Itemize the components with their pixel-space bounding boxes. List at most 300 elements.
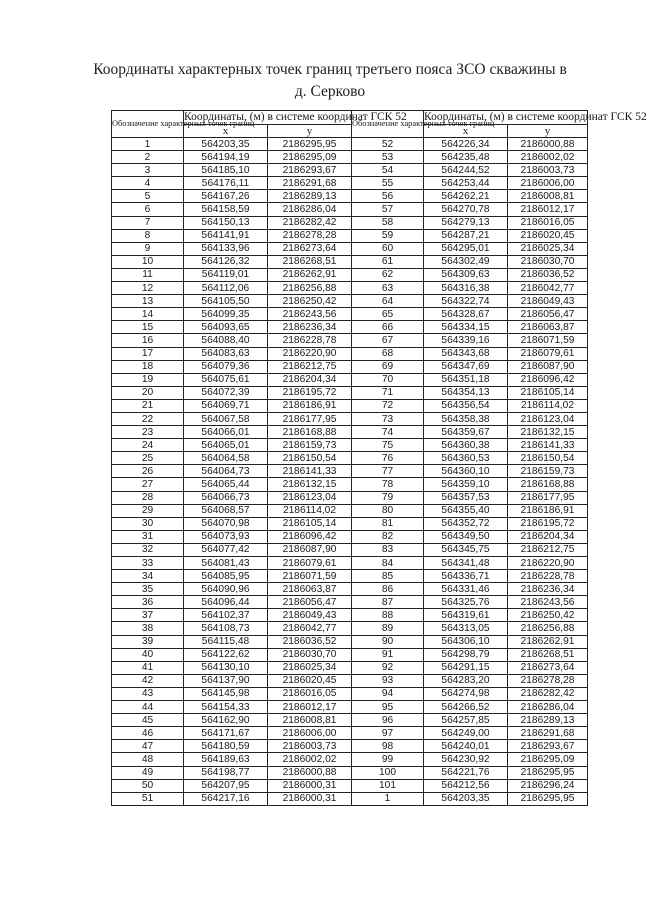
- point-number-right: 81: [352, 517, 424, 530]
- x-right: 564240,01: [424, 740, 508, 753]
- point-number-left: 3: [112, 164, 184, 177]
- table-row: [112, 701, 588, 714]
- table-row: [112, 504, 588, 517]
- coordinates-table: [111, 110, 647, 806]
- point-number-right: 1: [352, 792, 424, 805]
- y-left: 2186141,33: [268, 465, 352, 478]
- table-row: [112, 596, 588, 609]
- point-number-left: 26: [112, 465, 184, 478]
- point-number-right: 83: [352, 543, 424, 556]
- y-left: 2186186,91: [268, 399, 352, 412]
- x-left: 564167,26: [184, 190, 268, 203]
- y-left: 2186286,04: [268, 203, 352, 216]
- point-number-right: 91: [352, 648, 424, 661]
- x-right: 564345,75: [424, 543, 508, 556]
- point-number-right: 97: [352, 727, 424, 740]
- table-row: [112, 543, 588, 556]
- y-left: 2186212,75: [268, 360, 352, 373]
- point-number-right: 76: [352, 452, 424, 465]
- table-row: [112, 661, 588, 674]
- header-coord-system-right: Координаты, (м) в системе координат ГСК 52: [424, 111, 647, 123]
- y-left: 2186195,72: [268, 386, 352, 399]
- point-number-right: 89: [352, 622, 424, 635]
- point-number-right: 95: [352, 701, 424, 714]
- x-left: 564067,58: [184, 412, 268, 425]
- title-line-2: д. Серково: [294, 83, 366, 100]
- y-left: 2186096,42: [268, 530, 352, 543]
- y-left: 2186278,28: [268, 229, 352, 242]
- table-body: [112, 138, 588, 806]
- x-left: 564171,67: [184, 727, 268, 740]
- x-left: 564162,90: [184, 714, 268, 727]
- x-right: 564298,79: [424, 648, 508, 661]
- x-left: 564189,63: [184, 753, 268, 766]
- y-right: 2186071,59: [508, 334, 588, 347]
- point-number-left: 4: [112, 177, 184, 190]
- x-right: 564325,76: [424, 596, 508, 609]
- x-left: 564203,35: [184, 138, 268, 151]
- x-left: 564079,36: [184, 360, 268, 373]
- footer-marks: · · ·: [270, 855, 310, 861]
- x-right: 564309,63: [424, 268, 508, 281]
- point-number-left: 17: [112, 347, 184, 360]
- table-row: [112, 399, 588, 412]
- point-number-right: 75: [352, 439, 424, 452]
- point-number-right: 86: [352, 583, 424, 596]
- x-right: 564336,71: [424, 570, 508, 583]
- y-right: 2186273,64: [508, 661, 588, 674]
- x-right: 564339,16: [424, 334, 508, 347]
- table-row: [112, 792, 588, 805]
- point-number-left: 10: [112, 255, 184, 268]
- table-row: [112, 766, 588, 779]
- point-number-right: 82: [352, 530, 424, 543]
- table-row: [112, 583, 588, 596]
- table-row: [112, 517, 588, 530]
- table-row: [112, 268, 588, 281]
- point-number-left: 12: [112, 282, 184, 295]
- x-right: 564274,98: [424, 687, 508, 700]
- y-right: 2186012,17: [508, 203, 588, 216]
- y-left: 2186291,68: [268, 177, 352, 190]
- document-title: [80, 59, 580, 103]
- x-left: 564072,39: [184, 386, 268, 399]
- x-right: 564319,61: [424, 609, 508, 622]
- x-right: 564360,10: [424, 465, 508, 478]
- x-left: 564065,44: [184, 478, 268, 491]
- x-left: 564130,10: [184, 661, 268, 674]
- point-number-right: 54: [352, 164, 424, 177]
- table-row: [112, 439, 588, 452]
- point-number-left: 31: [112, 530, 184, 543]
- x-right: 564352,72: [424, 517, 508, 530]
- point-number-right: 77: [352, 465, 424, 478]
- y-right: 2186063,87: [508, 321, 588, 334]
- header-point-label-left: Обозначение характерных точек границ: [112, 111, 184, 138]
- y-left: 2186159,73: [268, 439, 352, 452]
- table-row: [112, 360, 588, 373]
- x-right: 564270,78: [424, 203, 508, 216]
- y-right: 2186250,42: [508, 609, 588, 622]
- point-number-left: 27: [112, 478, 184, 491]
- x-left: 564154,33: [184, 701, 268, 714]
- point-number-right: 60: [352, 242, 424, 255]
- x-left: 564099,35: [184, 308, 268, 321]
- y-right: 2186096,42: [508, 373, 588, 386]
- y-right: 2186002,02: [508, 151, 588, 164]
- table-row: [112, 138, 588, 151]
- y-right: 2186296,24: [508, 779, 588, 792]
- y-right: 2186168,88: [508, 478, 588, 491]
- y-right: 2186056,47: [508, 308, 588, 321]
- y-right: 2186159,73: [508, 465, 588, 478]
- y-right: 2186000,88: [508, 138, 588, 151]
- point-number-right: 101: [352, 779, 424, 792]
- y-left: 2186000,88: [268, 766, 352, 779]
- table-row: [112, 478, 588, 491]
- x-left: 564065,01: [184, 439, 268, 452]
- x-right: 564343,68: [424, 347, 508, 360]
- table-row: [112, 465, 588, 478]
- y-left: 2186256,88: [268, 282, 352, 295]
- y-left: 2186295,09: [268, 151, 352, 164]
- point-number-left: 48: [112, 753, 184, 766]
- x-left: 564064,73: [184, 465, 268, 478]
- y-left: 2186025,34: [268, 661, 352, 674]
- y-right: 2186289,13: [508, 714, 588, 727]
- y-left: 2186049,43: [268, 609, 352, 622]
- y-right: 2186006,00: [508, 177, 588, 190]
- y-left: 2186150,54: [268, 452, 352, 465]
- point-number-right: 96: [352, 714, 424, 727]
- y-left: 2186006,00: [268, 727, 352, 740]
- point-number-left: 16: [112, 334, 184, 347]
- x-left: 564194,19: [184, 151, 268, 164]
- table-row: [112, 386, 588, 399]
- point-number-right: 100: [352, 766, 424, 779]
- x-right: 564351,18: [424, 373, 508, 386]
- x-left: 564115,48: [184, 635, 268, 648]
- y-right: 2186293,67: [508, 740, 588, 753]
- point-number-left: 7: [112, 216, 184, 229]
- point-number-left: 37: [112, 609, 184, 622]
- y-right: 2186278,28: [508, 674, 588, 687]
- point-number-right: 52: [352, 138, 424, 151]
- point-number-left: 2: [112, 151, 184, 164]
- y-right: 2186132,15: [508, 426, 588, 439]
- x-left: 564105,50: [184, 295, 268, 308]
- table-row: [112, 635, 588, 648]
- x-right: 564226,34: [424, 138, 508, 151]
- point-number-left: 36: [112, 596, 184, 609]
- point-number-right: 57: [352, 203, 424, 216]
- x-right: 564203,35: [424, 792, 508, 805]
- x-right: 564359,10: [424, 478, 508, 491]
- x-left: 564068,57: [184, 504, 268, 517]
- point-number-left: 18: [112, 360, 184, 373]
- table-row: [112, 282, 588, 295]
- y-left: 2186132,15: [268, 478, 352, 491]
- point-number-right: 69: [352, 360, 424, 373]
- header-point-label-right: Обозначение характерных точек границ: [352, 111, 424, 138]
- y-left: 2186000,31: [268, 779, 352, 792]
- point-number-right: 59: [352, 229, 424, 242]
- x-right: 564266,52: [424, 701, 508, 714]
- point-number-left: 8: [112, 229, 184, 242]
- table-row: [112, 164, 588, 177]
- table-row: [112, 557, 588, 570]
- point-number-left: 40: [112, 648, 184, 661]
- point-number-right: 70: [352, 373, 424, 386]
- y-left: 2186220,90: [268, 347, 352, 360]
- point-number-right: 98: [352, 740, 424, 753]
- point-number-right: 93: [352, 674, 424, 687]
- table-row: [112, 714, 588, 727]
- x-left: 564096,44: [184, 596, 268, 609]
- x-left: 564108,73: [184, 622, 268, 635]
- x-left: 564066,01: [184, 426, 268, 439]
- x-right: 564253,44: [424, 177, 508, 190]
- point-number-right: 92: [352, 661, 424, 674]
- y-right: 2186042,77: [508, 282, 588, 295]
- x-left: 564180,59: [184, 740, 268, 753]
- point-number-right: 87: [352, 596, 424, 609]
- x-right: 564360,38: [424, 439, 508, 452]
- y-left: 2186289,13: [268, 190, 352, 203]
- y-left: 2186079,61: [268, 557, 352, 570]
- y-right: 2186286,04: [508, 701, 588, 714]
- x-left: 564141,91: [184, 229, 268, 242]
- point-number-right: 64: [352, 295, 424, 308]
- point-number-left: 22: [112, 412, 184, 425]
- y-right: 2186243,56: [508, 596, 588, 609]
- table-row: [112, 622, 588, 635]
- y-right: 2186295,95: [508, 792, 588, 805]
- table-row: [112, 203, 588, 216]
- header-x-right: x: [424, 125, 508, 138]
- point-number-left: 19: [112, 373, 184, 386]
- y-right: 2186016,05: [508, 216, 588, 229]
- x-left: 564145,98: [184, 687, 268, 700]
- x-left: 564158,59: [184, 203, 268, 216]
- y-right: 2186291,68: [508, 727, 588, 740]
- y-left: 2186105,14: [268, 517, 352, 530]
- point-number-left: 11: [112, 268, 184, 281]
- table-row: [112, 779, 588, 792]
- header-y-left: y: [268, 125, 352, 138]
- x-left: 564066,73: [184, 491, 268, 504]
- y-right: 2186177,95: [508, 491, 588, 504]
- x-right: 564355,40: [424, 504, 508, 517]
- x-right: 564349,50: [424, 530, 508, 543]
- x-right: 564359,67: [424, 426, 508, 439]
- point-number-right: 73: [352, 412, 424, 425]
- x-right: 564283,20: [424, 674, 508, 687]
- x-left: 564093,65: [184, 321, 268, 334]
- y-left: 2186056,47: [268, 596, 352, 609]
- x-right: 564302,49: [424, 255, 508, 268]
- table-row: [112, 674, 588, 687]
- x-right: 564221,76: [424, 766, 508, 779]
- x-right: 564257,85: [424, 714, 508, 727]
- point-number-left: 28: [112, 491, 184, 504]
- y-left: 2186295,95: [268, 138, 352, 151]
- y-left: 2186016,05: [268, 687, 352, 700]
- y-right: 2186204,34: [508, 530, 588, 543]
- y-right: 2186049,43: [508, 295, 588, 308]
- x-right: 564262,21: [424, 190, 508, 203]
- table-row: [112, 412, 588, 425]
- point-number-right: 71: [352, 386, 424, 399]
- y-right: 2186123,04: [508, 412, 588, 425]
- x-right: 564334,15: [424, 321, 508, 334]
- x-right: 564244,52: [424, 164, 508, 177]
- point-number-left: 51: [112, 792, 184, 805]
- point-number-right: 88: [352, 609, 424, 622]
- x-right: 564287,21: [424, 229, 508, 242]
- point-number-left: 9: [112, 242, 184, 255]
- y-right: 2186079,61: [508, 347, 588, 360]
- point-number-left: 43: [112, 687, 184, 700]
- point-number-left: 29: [112, 504, 184, 517]
- point-number-left: 47: [112, 740, 184, 753]
- point-number-right: 63: [352, 282, 424, 295]
- point-number-right: 65: [352, 308, 424, 321]
- x-left: 564090,96: [184, 583, 268, 596]
- y-right: 2186228,78: [508, 570, 588, 583]
- x-left: 564150,13: [184, 216, 268, 229]
- x-right: 564331,46: [424, 583, 508, 596]
- point-number-right: 68: [352, 347, 424, 360]
- point-number-left: 21: [112, 399, 184, 412]
- y-right: 2186268,51: [508, 648, 588, 661]
- point-number-right: 62: [352, 268, 424, 281]
- table-row: [112, 373, 588, 386]
- table-row: [112, 308, 588, 321]
- point-number-left: 49: [112, 766, 184, 779]
- x-left: 564126,32: [184, 255, 268, 268]
- point-number-right: 66: [352, 321, 424, 334]
- point-number-left: 32: [112, 543, 184, 556]
- y-left: 2186268,51: [268, 255, 352, 268]
- point-number-left: 25: [112, 452, 184, 465]
- y-left: 2186071,59: [268, 570, 352, 583]
- point-number-right: 79: [352, 491, 424, 504]
- y-right: 2186186,91: [508, 504, 588, 517]
- point-number-left: 1: [112, 138, 184, 151]
- x-left: 564085,95: [184, 570, 268, 583]
- x-right: 564356,54: [424, 399, 508, 412]
- table-row: [112, 242, 588, 255]
- x-right: 564328,67: [424, 308, 508, 321]
- point-number-right: 99: [352, 753, 424, 766]
- table-row: [112, 295, 588, 308]
- table-row: [112, 190, 588, 203]
- table-row: [112, 570, 588, 583]
- point-number-left: 14: [112, 308, 184, 321]
- header-y-right: y: [508, 125, 588, 138]
- y-left: 2186003,73: [268, 740, 352, 753]
- x-left: 564133,96: [184, 242, 268, 255]
- point-number-right: 85: [352, 570, 424, 583]
- header-x-left: x: [184, 125, 268, 138]
- table-header-row: [112, 111, 588, 125]
- x-left: 564112,06: [184, 282, 268, 295]
- x-right: 564295,01: [424, 242, 508, 255]
- table-row: [112, 334, 588, 347]
- x-left: 564069,71: [184, 399, 268, 412]
- y-right: 2186220,90: [508, 557, 588, 570]
- y-left: 2186293,67: [268, 164, 352, 177]
- table-row: [112, 177, 588, 190]
- x-left: 564119,01: [184, 268, 268, 281]
- point-number-left: 44: [112, 701, 184, 714]
- y-right: 2186282,42: [508, 687, 588, 700]
- table-row: [112, 740, 588, 753]
- x-right: 564357,53: [424, 491, 508, 504]
- table-row: [112, 530, 588, 543]
- title-line-1: Координаты характерных точек границ третьего пояса ЗСО скважины в: [93, 61, 567, 78]
- y-right: 2186212,75: [508, 543, 588, 556]
- x-left: 564137,90: [184, 674, 268, 687]
- x-left: 564122,62: [184, 648, 268, 661]
- y-left: 2186030,70: [268, 648, 352, 661]
- table-row: [112, 753, 588, 766]
- x-right: 564313,05: [424, 622, 508, 635]
- y-right: 2186195,72: [508, 517, 588, 530]
- x-left: 564070,98: [184, 517, 268, 530]
- y-right: 2186087,90: [508, 360, 588, 373]
- y-right: 2186295,09: [508, 753, 588, 766]
- y-right: 2186003,73: [508, 164, 588, 177]
- x-right: 564341,48: [424, 557, 508, 570]
- table-row: [112, 687, 588, 700]
- point-number-right: 55: [352, 177, 424, 190]
- point-number-left: 20: [112, 386, 184, 399]
- table-row: [112, 452, 588, 465]
- x-left: 564081,43: [184, 557, 268, 570]
- x-right: 564347,69: [424, 360, 508, 373]
- point-number-left: 39: [112, 635, 184, 648]
- x-right: 564235,48: [424, 151, 508, 164]
- y-left: 2186008,81: [268, 714, 352, 727]
- point-number-left: 13: [112, 295, 184, 308]
- y-right: 2186141,33: [508, 439, 588, 452]
- y-right: 2186025,34: [508, 242, 588, 255]
- point-number-left: 46: [112, 727, 184, 740]
- point-number-left: 30: [112, 517, 184, 530]
- table-row: [112, 321, 588, 334]
- y-right: 2186150,54: [508, 452, 588, 465]
- point-number-left: 33: [112, 557, 184, 570]
- x-right: 564291,15: [424, 661, 508, 674]
- point-number-right: 53: [352, 151, 424, 164]
- y-left: 2186123,04: [268, 491, 352, 504]
- y-right: 2186262,91: [508, 635, 588, 648]
- x-left: 564176,11: [184, 177, 268, 190]
- y-left: 2186236,34: [268, 321, 352, 334]
- point-number-left: 38: [112, 622, 184, 635]
- x-left: 564083,63: [184, 347, 268, 360]
- x-left: 564217,16: [184, 792, 268, 805]
- point-number-left: 6: [112, 203, 184, 216]
- y-left: 2186204,34: [268, 373, 352, 386]
- x-right: 564322,74: [424, 295, 508, 308]
- table-row: [112, 255, 588, 268]
- y-left: 2186012,17: [268, 701, 352, 714]
- y-left: 2186282,42: [268, 216, 352, 229]
- point-number-right: 84: [352, 557, 424, 570]
